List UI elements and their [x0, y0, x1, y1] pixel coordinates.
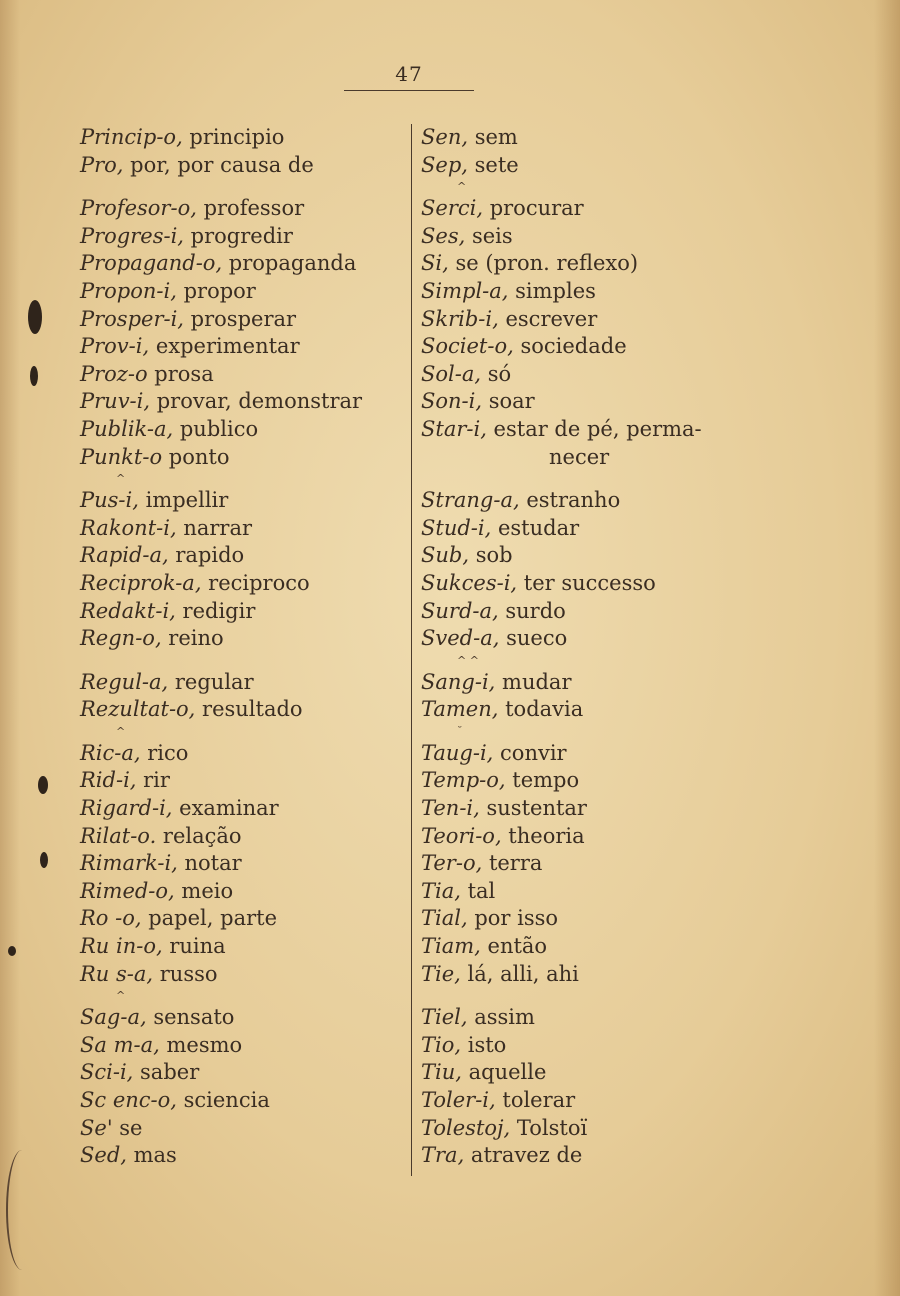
entry-meaning: estranho: [519, 488, 621, 513]
entry-meaning: procurar: [483, 196, 584, 221]
entry-meaning: papel, parte: [141, 906, 277, 931]
entry-word: Tiu,: [421, 1060, 462, 1085]
entry-meaning: estudar: [491, 515, 580, 540]
left-accent-mark: [80, 179, 400, 195]
right-entry: [421, 1059, 756, 1087]
entry-meaning: rir: [136, 768, 170, 793]
left-entry: [80, 933, 400, 961]
page-edge-right: [874, 0, 900, 1296]
entry-meaning: reciproco: [201, 570, 310, 595]
entry-meaning: resultado: [195, 697, 303, 722]
entry-meaning: ponto: [162, 444, 230, 469]
entry-meaning: publico: [173, 416, 259, 441]
entry-word: Tamen,: [421, 697, 499, 722]
entry-meaning: só: [481, 361, 512, 386]
entry-meaning: mudar: [495, 669, 572, 694]
ink-blot: [40, 852, 48, 868]
entry-word: Sved-a,: [421, 626, 500, 651]
entry-word: Rid-i,: [80, 768, 137, 793]
entry-word: Ric-a,: [80, 740, 141, 765]
right-entry: [421, 1115, 756, 1143]
entry-word: Ter-o,: [421, 851, 483, 876]
left-entry: [80, 487, 400, 515]
column-divider: [411, 124, 412, 1176]
entry-word: Propagand-o,: [80, 251, 223, 276]
entry-word: Rigard-i,: [80, 796, 173, 821]
ink-blot: [8, 946, 16, 956]
left-entry: [80, 1115, 400, 1143]
left-accent-mark: ^: [116, 724, 126, 738]
entry-word: Ru in-o,: [80, 934, 163, 959]
entry-meaning: simples: [508, 278, 596, 303]
right-entry: [421, 696, 756, 724]
entry-meaning: aquelle: [461, 1060, 547, 1085]
entry-meaning: seis: [465, 223, 513, 248]
entry-meaning: necer: [549, 444, 610, 469]
entry-word: Taug-i,: [421, 740, 494, 765]
entry-word: Tolestoj,: [421, 1115, 511, 1140]
entry-word: Teori-o,: [421, 823, 502, 848]
left-entry: [80, 542, 400, 570]
right-entry: [421, 740, 756, 768]
entry-word: Skrib-i,: [421, 306, 499, 331]
entry-meaning: narrar: [176, 515, 252, 540]
entry-word: Se': [80, 1115, 113, 1140]
left-entry: [80, 767, 400, 795]
left-entry: [80, 250, 400, 278]
entry-meaning: rapido: [168, 543, 245, 568]
left-column: [80, 124, 400, 1170]
entry-word: Sen,: [421, 125, 469, 149]
right-entry: [421, 795, 756, 823]
left-accent-mark: ^: [116, 989, 126, 1003]
left-entry: [80, 388, 400, 416]
entry-word: Rapid-a,: [80, 543, 169, 568]
right-entry: [421, 333, 756, 361]
entry-word: Sa m-a,: [80, 1032, 160, 1057]
entry-word: Sci-i,: [80, 1060, 134, 1085]
right-entry: [421, 223, 756, 251]
entry-word: Toler-i,: [421, 1088, 496, 1112]
entry-meaning: impellir: [138, 488, 229, 513]
page-number: 47: [395, 62, 423, 86]
entry-meaning: por, por causa de: [123, 152, 314, 177]
entry-meaning: sete: [467, 152, 519, 177]
left-entry: [80, 823, 400, 851]
left-entry: [80, 515, 400, 543]
left-entry: [80, 696, 400, 724]
entry-meaning: reino: [161, 626, 224, 651]
left-entry: [80, 223, 400, 251]
entry-word: Rakont-i,: [80, 515, 177, 540]
left-entry: [80, 1142, 400, 1170]
entry-word: Tiam,: [421, 934, 481, 959]
right-accent-mark: [421, 471, 756, 487]
entry-meaning: isto: [461, 1032, 507, 1057]
entry-word: Sang-i,: [421, 669, 496, 694]
left-entry: [80, 333, 400, 361]
left-entry: [80, 669, 400, 697]
ink-blot: [30, 366, 38, 386]
left-entry: [80, 878, 400, 906]
entry-meaning: surdo: [498, 598, 566, 623]
right-entry: [421, 570, 756, 598]
left-entry: [80, 416, 400, 444]
entry-meaning: redigir: [175, 598, 256, 623]
entry-word: Regn-o,: [80, 626, 162, 651]
left-entry: [80, 1004, 400, 1032]
entry-word: Punkt-o: [80, 444, 163, 469]
right-entry: [421, 933, 756, 961]
left-entry: [80, 570, 400, 598]
page-edge-left: [0, 0, 20, 1296]
entry-word: Societ-o,: [421, 334, 514, 359]
left-entry: [80, 124, 400, 152]
right-entry: [421, 1004, 756, 1032]
right-entry: [421, 767, 756, 795]
entry-meaning: provar, demonstrar: [150, 389, 363, 414]
right-accent-mark: ^ ^: [457, 653, 479, 667]
left-entry: [80, 278, 400, 306]
entry-word: Reciprok-a,: [80, 570, 202, 595]
entry-word: Publik-a,: [80, 416, 174, 441]
entry-meaning: Tolstoï: [510, 1115, 588, 1140]
entry-word: Rimed-o,: [80, 878, 175, 903]
entry-word: Rezultat-o,: [80, 697, 196, 722]
paper-tear: [6, 1150, 38, 1270]
entry-word: Sep,: [421, 152, 468, 177]
entry-meaning: lá, alli, ahi: [460, 961, 579, 986]
entry-word: Ro -o,: [80, 906, 142, 931]
right-accent-mark: [421, 988, 756, 1004]
right-entry: [421, 669, 756, 697]
right-entry: [421, 487, 756, 515]
entry-word: Pus-i,: [80, 488, 139, 513]
entry-meaning: rico: [140, 740, 189, 765]
right-entry: [421, 444, 756, 472]
entry-meaning: propaganda: [222, 251, 357, 276]
entry-meaning: mas: [126, 1143, 177, 1168]
right-accent-mark: ^: [457, 180, 467, 194]
entry-word: Tie,: [421, 961, 461, 986]
left-entry: [80, 195, 400, 223]
entry-meaning: terra: [482, 851, 543, 876]
left-entry: [80, 740, 400, 768]
entry-meaning: notar: [177, 851, 242, 876]
entry-meaning: meio: [174, 878, 234, 903]
right-entry: [421, 961, 756, 989]
entry-meaning: tempo: [505, 768, 580, 793]
entry-word: Ru s-a,: [80, 961, 154, 986]
left-entry: [80, 1059, 400, 1087]
entry-meaning: regular: [168, 669, 254, 694]
entry-meaning: sustentar: [479, 796, 587, 821]
entry-word: Tio,: [421, 1032, 462, 1057]
entry-meaning: sociedade: [513, 334, 627, 359]
entry-meaning: ter successo: [517, 570, 656, 595]
entry-word: Son-i,: [421, 389, 483, 414]
entry-word: Redakt-i,: [80, 598, 176, 623]
entry-meaning: principio: [182, 125, 285, 149]
entry-meaning: professor: [196, 196, 305, 221]
entry-word: Progres-i,: [80, 223, 184, 248]
entry-word: Ses,: [421, 223, 466, 248]
entry-meaning: sensato: [146, 1005, 235, 1030]
entry-meaning: mesmo: [159, 1032, 243, 1057]
entry-word: Ten-i,: [421, 796, 480, 821]
entry-meaning: propor: [176, 278, 256, 303]
entry-meaning: assim: [467, 1005, 535, 1030]
left-entry: [80, 795, 400, 823]
entry-meaning: theoria: [501, 823, 585, 848]
entry-word: Regul-a,: [80, 669, 169, 694]
entry-meaning: saber: [133, 1060, 200, 1085]
entry-word: Sub,: [421, 543, 470, 568]
entry-meaning: atravez de: [464, 1143, 583, 1168]
right-entry: [421, 905, 756, 933]
left-entry: [80, 444, 400, 472]
right-entry: [421, 1142, 756, 1170]
entry-meaning: todavia: [498, 697, 584, 722]
entry-meaning: sciencia: [176, 1088, 270, 1112]
right-column: [421, 124, 756, 1170]
left-entry: [80, 306, 400, 334]
entry-word: Stud-i,: [421, 515, 492, 540]
right-entry: [421, 1032, 756, 1060]
entry-meaning: tal: [460, 878, 496, 903]
left-entry: [80, 152, 400, 180]
entry-word: Rilat-o.: [80, 823, 157, 848]
entry-meaning: soar: [482, 389, 535, 414]
entry-word: Pro,: [80, 152, 124, 177]
left-entry: [80, 850, 400, 878]
entry-word: Tra,: [421, 1143, 465, 1168]
entry-word: Temp-o,: [421, 768, 506, 793]
entry-meaning: progredir: [184, 223, 293, 248]
entry-meaning: prosperar: [184, 306, 297, 331]
entry-word: Sed,: [80, 1143, 127, 1168]
right-accent-mark: ˘: [457, 724, 463, 738]
left-entry: [80, 598, 400, 626]
left-accent-mark: ^: [116, 472, 126, 486]
entry-word: Sc enc-o,: [80, 1088, 177, 1112]
entry-meaning: sem: [468, 125, 518, 149]
right-entry: [421, 878, 756, 906]
entry-word: Prosper-i,: [80, 306, 184, 331]
right-entry: [421, 124, 756, 152]
right-entry: [421, 515, 756, 543]
right-entry: [421, 850, 756, 878]
entry-word: Profesor-o,: [80, 196, 197, 221]
entry-word: Pruv-i,: [80, 389, 151, 414]
entry-word: Surd-a,: [421, 598, 499, 623]
right-entry: [421, 306, 756, 334]
entry-word: Sukces-i,: [421, 570, 518, 595]
entry-meaning: prosa: [147, 361, 214, 386]
right-entry: [421, 278, 756, 306]
entry-meaning: se (pron. reflexo): [448, 251, 639, 276]
entry-word: Tiel,: [421, 1005, 468, 1030]
right-entry: [421, 152, 756, 180]
left-entry: [80, 1032, 400, 1060]
entry-meaning: ruina: [162, 934, 226, 959]
entry-meaning: sob: [469, 543, 513, 568]
right-entry: [421, 388, 756, 416]
entry-meaning: russo: [153, 961, 218, 986]
right-entry: [421, 542, 756, 570]
entry-meaning: relação: [156, 823, 242, 848]
right-entry: [421, 823, 756, 851]
entry-meaning: por isso: [467, 906, 559, 931]
entry-word: Princip-o,: [80, 125, 183, 149]
right-entry: [421, 1087, 756, 1115]
entry-word: Si,: [421, 251, 449, 276]
right-entry: [421, 250, 756, 278]
entry-meaning: então: [480, 934, 548, 959]
entry-word: Simpl-a,: [421, 278, 509, 303]
entry-word: Strang-a,: [421, 488, 520, 513]
entry-meaning: convir: [493, 740, 567, 765]
ink-blot: [28, 300, 42, 334]
entry-word: Sol-a,: [421, 361, 482, 386]
right-entry: [421, 195, 756, 223]
left-entry: [80, 625, 400, 653]
entry-meaning: se: [112, 1115, 143, 1140]
entry-word: Propon-i,: [80, 278, 177, 303]
entry-word: Tial,: [421, 906, 468, 931]
left-entry: [80, 1087, 400, 1115]
entry-meaning: escrever: [498, 306, 598, 331]
entry-word: Serci,: [421, 196, 484, 221]
right-entry: [421, 416, 756, 444]
left-entry: [80, 961, 400, 989]
right-entry: [421, 625, 756, 653]
left-entry: [80, 905, 400, 933]
ink-blot: [38, 776, 48, 794]
entry-word: Rimark-i,: [80, 851, 178, 876]
entry-word: Tia,: [421, 878, 461, 903]
entry-word: Sag-a,: [80, 1005, 147, 1030]
entry-word: Prov-i,: [80, 334, 150, 359]
right-entry: [421, 598, 756, 626]
entry-word: Star-i,: [421, 416, 487, 441]
header-rule: [344, 90, 474, 91]
entry-meaning: experimentar: [149, 334, 300, 359]
entry-meaning: examinar: [172, 796, 279, 821]
left-entry: [80, 361, 400, 389]
entry-meaning: sueco: [499, 626, 568, 651]
left-accent-mark: [80, 653, 400, 669]
entry-meaning: tolerar: [495, 1088, 576, 1112]
entry-meaning: estar de pé, perma-: [486, 416, 702, 441]
right-entry: [421, 361, 756, 389]
entry-word: Proz-o: [80, 361, 148, 386]
